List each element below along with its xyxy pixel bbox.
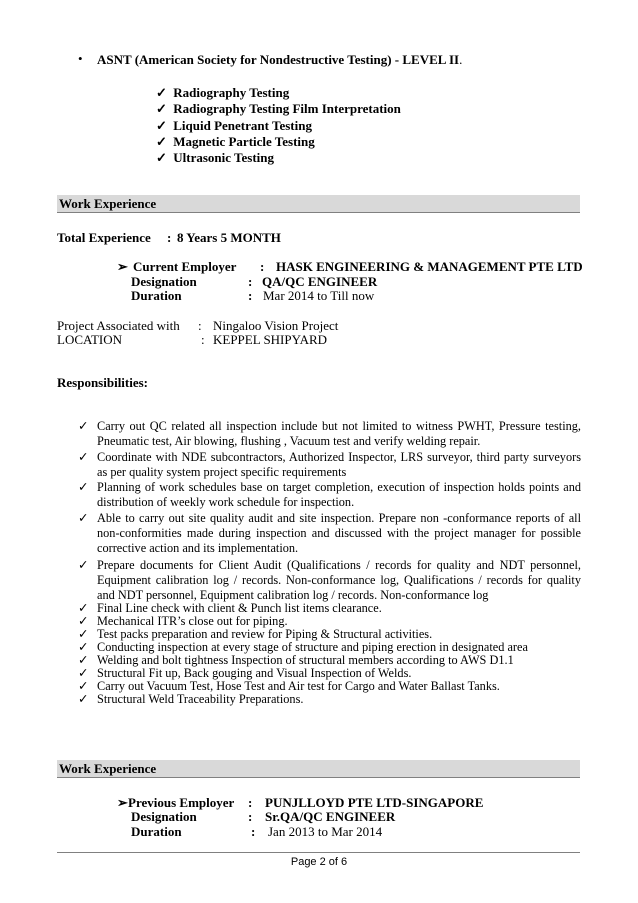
check-icon: ✓ bbox=[78, 666, 89, 680]
check-icon: ✓ bbox=[78, 679, 89, 693]
previous-duration-label: Duration bbox=[131, 824, 182, 839]
bullet-dot: • bbox=[78, 51, 83, 66]
list-item: ✓ Planning of work schedules base on target completion, execution of inspection holds points and distribution of weekly work schedule for inspection. bbox=[78, 480, 581, 509]
current-designation-value: QA/QC ENGINEER bbox=[262, 274, 378, 289]
current-employer-value: HASK ENGINEERING & MANAGEMENT PTE LTD bbox=[276, 259, 583, 274]
list-item: ✓ Structural Fit up, Back gouging and Visual Inspection of Welds. bbox=[78, 666, 412, 680]
current-duration-label: Duration bbox=[131, 288, 182, 303]
check-icon: ✓ bbox=[156, 150, 167, 165]
cert-item: ✓ Ultrasonic Testing bbox=[156, 150, 275, 165]
current-employer-sep: : bbox=[260, 259, 265, 274]
location-label: LOCATION bbox=[57, 332, 122, 347]
cert-item: ✓ Magnetic Particle Testing bbox=[156, 134, 315, 149]
cert-item: ✓ Radiography Testing Film Interpretation bbox=[156, 101, 401, 116]
previous-designation-value: Sr.QA/QC ENGINEER bbox=[265, 809, 396, 824]
previous-designation-sep: : bbox=[248, 809, 253, 824]
check-icon: ✓ bbox=[78, 614, 89, 628]
section-heading-work-experience: Work Experience bbox=[57, 195, 580, 213]
total-experience-label: Total Experience bbox=[57, 230, 151, 245]
current-duration-sep: : bbox=[248, 288, 253, 303]
list-item: ✓ Carry out Vacuum Test, Hose Test and Air test for Cargo and Water Ballast Tanks. bbox=[78, 679, 500, 693]
current-duration-value: Mar 2014 to Till now bbox=[263, 288, 375, 303]
list-item: ✓ Carry out QC related all inspection include but not limited to witness PWHT, Pressure testing, Pneumatic test, Air blowing, flushing , Vacuum test and verify welding repair. bbox=[78, 419, 581, 448]
location-sep: : bbox=[201, 332, 205, 347]
check-icon: ✓ bbox=[78, 601, 89, 615]
responsibilities-heading: Responsibilities: bbox=[57, 375, 149, 390]
arrow-icon: ➢ bbox=[117, 795, 128, 810]
project-sep: : bbox=[198, 318, 202, 333]
list-item: ✓ Structural Weld Traceability Preparations. bbox=[78, 692, 304, 706]
list-item: ✓ Test packs preparation and review for Piping & Structural activities. bbox=[78, 627, 433, 641]
list-item: ✓ Final Line check with client & Punch list items clearance. bbox=[78, 601, 382, 615]
previous-designation-label: Designation bbox=[131, 809, 197, 824]
check-icon: ✓ bbox=[78, 692, 89, 706]
current-employer-label: Current Employer bbox=[133, 259, 237, 274]
footer-divider bbox=[57, 852, 580, 853]
current-designation-sep: : bbox=[248, 274, 253, 289]
check-icon: ✓ bbox=[78, 419, 89, 433]
check-icon: ✓ bbox=[78, 450, 89, 464]
list-item: ✓ Able to carry out site quality audit and site inspection. Prepare non -conformance reports of all non-conformities made during inspection and discussed with the project manager for possible corrective action and its implementation. bbox=[78, 511, 581, 555]
list-item: ✓ Welding and bolt tightness Inspection of structural members according to AWS D1.1 bbox=[78, 653, 514, 667]
list-item: ✓ Prepare documents for Client Audit (Qualifications / records for quality and NDT personnel, Equipment calibration log / records. Non-conformance log, Qualifications / records for quality and NDT personnel, Equipment calibration log / records. Non-conformance log bbox=[78, 558, 581, 602]
total-experience-sep: : bbox=[167, 230, 172, 245]
section-heading-work-experience: Work Experience bbox=[57, 760, 580, 778]
check-icon: ✓ bbox=[78, 627, 89, 641]
check-icon: ✓ bbox=[78, 558, 89, 572]
check-icon: ✓ bbox=[156, 118, 167, 133]
check-icon: ✓ bbox=[78, 653, 89, 667]
location-value: KEPPEL SHIPYARD bbox=[213, 332, 328, 347]
previous-duration-sep: : bbox=[251, 824, 256, 839]
previous-duration-value: Jan 2013 to Mar 2014 bbox=[268, 824, 383, 839]
page-number: Page 2 of 6 bbox=[290, 856, 348, 868]
current-designation-label: Designation bbox=[131, 274, 197, 289]
check-icon: ✓ bbox=[78, 480, 89, 494]
check-icon: ✓ bbox=[78, 640, 89, 654]
previous-employer-label: Previous Employer bbox=[128, 795, 235, 810]
arrow-icon: ➢ bbox=[117, 259, 128, 274]
total-experience-value: 8 Years 5 MONTH bbox=[177, 230, 281, 245]
list-item: ✓ Conducting inspection at every stage of structure and piping erection in designated area bbox=[78, 640, 528, 654]
check-icon: ✓ bbox=[156, 101, 167, 116]
certification-title: ASNT (American Society for Nondestructive Testing) - LEVEL II. bbox=[97, 52, 463, 67]
previous-employer-value: PUNJLLOYD PTE LTD-SINGAPORE bbox=[265, 795, 484, 810]
check-icon: ✓ bbox=[156, 134, 167, 149]
check-icon: ✓ bbox=[156, 85, 167, 100]
list-item: ✓ Mechanical ITR’s close out for piping. bbox=[78, 614, 288, 628]
previous-employer-sep: : bbox=[248, 795, 253, 810]
check-icon: ✓ bbox=[78, 511, 89, 525]
cert-item: ✓ Radiography Testing bbox=[156, 85, 290, 100]
project-value: Ningaloo Vision Project bbox=[213, 318, 339, 333]
list-item: ✓ Coordinate with NDE subcontractors, Authorized Inspector, LRS surveyor, third party surveyors as per quality system project specific requirements bbox=[78, 450, 581, 479]
project-label: Project Associated with bbox=[57, 318, 180, 333]
cert-item: ✓ Liquid Penetrant Testing bbox=[156, 118, 312, 133]
